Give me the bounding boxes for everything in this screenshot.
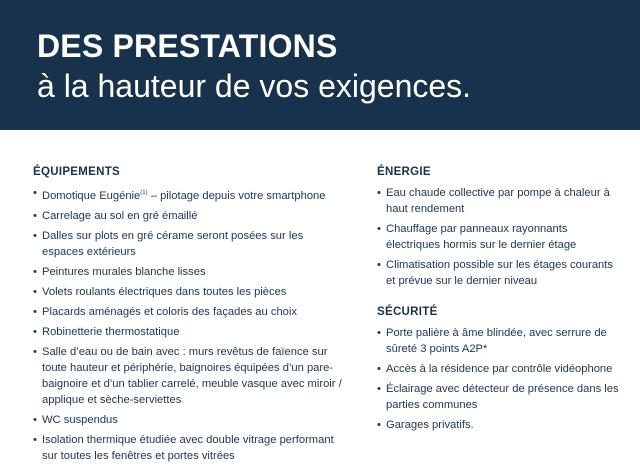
energie-section	[377, 166, 622, 289]
equipements-column	[33, 166, 343, 468]
list-item: • Volets roulants électriques dans toutes les pièces	[33, 284, 343, 300]
section-title-energie: ÉNERGIE	[377, 166, 431, 178]
list-item: • Garages privatifs.	[377, 417, 622, 433]
list-item: • Domotique Eugénie$^{(1)}$ – pilotage depuis votre smartphone	[33, 185, 343, 204]
footnote-marker: (1)	[140, 190, 148, 196]
list-item: • Eau chaude collective par pompe à chaleur à haut rendement	[377, 185, 622, 217]
list-item: • Dalles sur plots en gré cérame seront posées sur les espaces extérieurs	[33, 228, 343, 260]
list-item: • Climatisation possible sur les étages courants et prévue sur le dernier niveau	[377, 257, 622, 289]
list-item: • Chauffage par panneaux rayonnants électriques hormis sur le dernier étage	[377, 221, 622, 253]
list-item: • Carrelage au sol en gré émaillé	[33, 208, 343, 224]
list-item: • WC suspendus	[33, 412, 343, 428]
page-title: DES PRESTATIONS	[37, 28, 338, 64]
list-item: • Porte palière à âme blindée, avec serrure de sûreté 3 points A2P*	[377, 325, 622, 357]
list-item: • Éclairage avec détecteur de présence dans les parties communes	[377, 381, 622, 413]
list-item: • Isolation thermique étudiée avec double vitrage performant sur toutes les fenêtres et portes vitrées	[33, 432, 343, 464]
section-title-equipements: ÉQUIPEMENTS	[33, 166, 121, 178]
list-item: • Robinetterie thermostatique	[33, 324, 343, 340]
list-item: • Peintures murales blanche lisses	[33, 264, 343, 280]
list-item: • Accès à la résidence par contrôle vidéophone	[377, 361, 622, 377]
securite-section	[377, 306, 622, 433]
page-subtitle: à la hauteur de vos exigences.	[37, 68, 472, 104]
section-title-securite: SÉCURITÉ	[377, 306, 438, 318]
list-item: • Placards aménagés et coloris des façades au choix	[33, 304, 343, 320]
right-column	[377, 166, 622, 437]
energie-list	[377, 185, 622, 289]
header-banner	[0, 0, 640, 130]
securite-list	[377, 325, 622, 433]
equipements-list	[33, 185, 343, 464]
list-item: • Salle d’eau ou de bain avec : murs revêtus de faïence sur toute hauteur et périphérie, baignoires équipées d’un pare-baignoire et d’un tablier carrelé, meuble vasque avec miroir / applique et sèche-serviettes	[33, 344, 343, 408]
